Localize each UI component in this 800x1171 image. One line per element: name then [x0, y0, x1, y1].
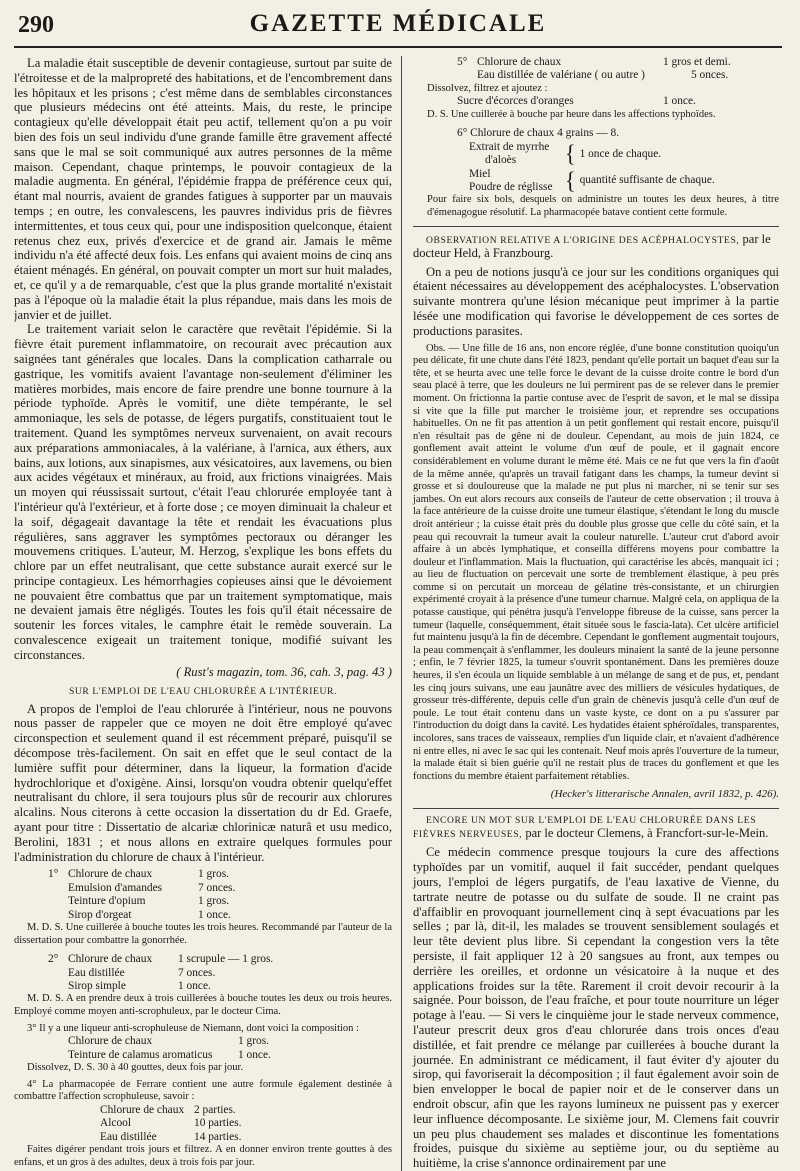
columns — [14, 56, 782, 1171]
formula-note: M. D. S. A en prendre deux à trois cuillerées à bouche toutes les deux ou trois heures. Employé comme moyen anti-scrophuleux, par le docteur Cima. — [14, 993, 392, 1018]
divider — [413, 808, 779, 809]
formula-5b — [413, 95, 779, 108]
section-heading: SUR L'EMPLOI DE L'EAU CHLORURÉE A L'INTÉRIEUR. — [68, 685, 338, 697]
formula-line: Sucre d'écorces d'oranges 1 once. — [457, 95, 696, 108]
page-header — [14, 10, 782, 48]
formula-line: Eau distillée 7 onces. — [68, 966, 216, 979]
section-heading: OBSERVATION RELATIVE A L'ORIGINE DES ACÉPHALOCYSTES, par le docteur Held, à Franzbourg. — [413, 231, 771, 260]
formula-intro: 4° La pharmacopée de Ferrare contient une autre formule également destinée à combattre l'affection scrophuleuse, savoir : — [14, 1078, 392, 1103]
citation: ( Rust's magazin, tom. 36, cah. 3, pag. 43 ) — [176, 664, 392, 679]
citation: (Hecker's litterarische Annalen, avril 1832, p. 426). — [550, 788, 779, 801]
formula-note: Pour faire six bols, desquels on administre un toutes les deux heures, à titre d'émenagogue résolutif. La pharmacopée batave contient cette formule. — [427, 194, 779, 219]
section-heading: ENCORE UN MOT SUR L'EMPLOI DE L'EAU CHLORURÉE DANS LES FIÈVRES NERVEUSES, par le docteur Clemens, à Francfort-sur-le-Mein. — [413, 815, 769, 841]
formula-line: Chlorure de chaux 2 parties. — [100, 1103, 236, 1116]
formula-1 — [14, 868, 392, 922]
formula-mid: Dissolvez, filtrez et ajoutez : — [427, 82, 548, 94]
formula-line: Emulsion d'amandes 7 onces. — [68, 881, 236, 894]
formula-line: Eau distillée de valériane ( ou autre ) 5 onces. — [477, 69, 729, 82]
formula-3 — [14, 1035, 392, 1062]
observation-text: Obs. — Une fille de 16 ans, non encore réglée, d'une bonne constitution quoiqu'un peu délicate, fit une chute dans l'été 1823, pendant qu'elle portait un baquet d'eau sur la tête, et se heurta avec une telle force le devant de la cuisse droite contre le bord d'un seau placé à terre, que les douleurs ne lui permirent pas de se relever dans le premier moment. On frictionna la partie contuse avec de l'esprit de savon, et le mal se dissipa si vite que la fille put marcher le troisième jour, et reprendre ses occupations habituelles. On ne fit pas attention à un petit gonflement qui restait encore, puisqu'il n'en résultait pas de gêne ni de douleur. Cependant, au mois de juin 1824, ce gonflement avait atteint le volume d'un œuf de poule, et il gagnait encore considérablement en volume durant le même été. Mais ce ne fut que vers la fin d'août de la même année, qu'après un travail fatigant dans les champs, la tumeur devint si grosse et si douloureuse que la malade ne put plus ni marcher, ni se tenir sur ses jambes. On eut alors recours aux conseils de l'auteur de cette observation ; il trouva à la face antérieure de la cuisse droite une tumeur élastique, s'étendant le long du muscle droit antérieur ; la cuisse était près du double plus grosse que celle du côté sain, et la peau qui recouvrait la tumeur avait la couleur naturelle. L'auteur crut d'abord avoir affaire à un abcès lymphatique, et conseilla différens moyens pour combattre la douleur et l'inflammation. Mais la fluctuation, qui caractérise les abcès, manquait ici ; au lieu de fluctuation on percevait une sorte de tremblement élastique, à peu près comme si on percutait un morceau de gélatine très-consistante, et un chirurgien expérimenté croyait à la présence d'une tumeur charnue. Malgré cela, on appliqua de la potasse caustique, qui pénétra jusqu'à l'enveloppe fibreuse de la cuisse, sans percer la tumeur (laquelle, conséquemment, était située sous le fascia-lata). Cet ulcère artificiel fut maintenu jusqu'à la fin de décembre. Cependant le gonflement augmentait toujours, la peau commençait à s'enflammer, les douleurs minaient la santé de la jeune personne ; enfin, le 7 février 1825, la tumeur s'ouvrit spontanément. Dans les premières douze heures, il s'en écoula un liquide semblable à un mélange de sang et de pus, et, pendant les cinq jours suivans, une eau jaunâtre avec des milliers de vésicules hydatiques, de grosseur très-différente, depuis celle d'un grain de chènevis jusqu'à celle d'un œuf de poule. Le tout était contenu dans un vaste kyste, ce dont on a pu s'assurer par l'introduction du doigt dans la cavité. Les hydatides étaient sphéroïdales, transparentes, incolores, sans traces de vaisseaux, remplies d'un liquide clair, et n'avaient d'adhérence ni entre elles, ni avec le sac qui les contenait. Neuf mois après l'ouverture de la tumeur, la malade était si bien guérie qu'il ne restait plus de traces du gonflement et que les fonctions du membre étaient parfaitement rétablies. — [413, 342, 779, 782]
formula-5 — [413, 56, 779, 83]
page-number: 290 — [18, 12, 54, 38]
paragraph: Ce médecin commence presque toujours la cure des affections typhoïdes par un vomitif, auquel il fait succéder, pendant quelques jours, l'emploi de légers purgatifs, de l'eau laxative de Vienne, du tartrate neutre de potasse ou du sulfate de soude. Il ne craint pas d'affaiblir en provoquant journellement cinq à sept évacuations par les selles ; par là, dit-il, les malades se trouvent sensiblement soulagés et leur tête devient plus libre. Si cependant la congestion vers la tête persiste, il fait appliquer 12 à 20 sangsues au front, aux tempes ou derrière les oreilles, et ordonne un vésicatoire à la nuque et des applications froides sur la tête. Rarement il croit devoir recourir à la saignée. Pour boisson, de l'eau fraîche, et pour toute nourriture un léger potage à l'eau. — Si vers le cinquième jour le stade nerveux commence, l'auteur prescrit deux gros d'eau chlorurée dans trois onces d'eau distillée, et fait prendre ce mélange par cuillerées à bouche durant la journée. En administrant ce médicament, il faut éviter d'y ajouter du sirop, qui favoriserait la décomposition ; il faut également avoir soin de bien envelopper le bocal de papier noir et de le conserver dans un endroit obscur, afin que les rayons lumineux ne puissent pas y exercer leur influence décomposante. Le sixième jour, M. Clemens fait couvrir un peu plus chaudement ses malades et discontinue les fomentations froides, puisque du sixième au septième jour, ou du septième au huitième, la crise s'annonce ordinairement par une — [413, 845, 779, 1171]
formula-line: 5° Chlorure de chaux 1 gros et demi. — [457, 56, 731, 68]
formula-6 — [413, 127, 779, 194]
formula-ingredient: Miel — [469, 167, 491, 180]
formula-ingredient: Extrait de myrrhe — [469, 140, 550, 153]
formula-note: D. S. Une cuillerée à bouche par heure dans les affections typhoïdes. — [427, 108, 716, 120]
left-column — [14, 56, 401, 1171]
formula-line: Chlorure de chaux 1 gros. — [68, 1035, 270, 1048]
formula-4 — [14, 1104, 392, 1144]
brace-glyph: { — [565, 166, 576, 195]
divider — [413, 226, 779, 227]
formula-line: Teinture d'opium 1 gros. — [68, 895, 230, 908]
formula-line: Teinture de calamus aromaticus 1 once. — [68, 1048, 271, 1061]
formula-ingredient: d'aloès — [485, 154, 517, 167]
formula-line: 1° Chlorure de chaux 1 gros. — [48, 868, 230, 881]
paragraph: A propos de l'emploi de l'eau chlorurée à l'intérieur, nous ne pouvons nous passer de rappeler que ce moyen ne doit être employé qu'avec circonspection et seulement quand il est récemment préparé, puisqu'il se décompose très-facilement. On sait en effet que le seul contact de la lumière suffit pour déterminer, dans la liqueur, la formation d'acide hydrochlorique et d'oxigène. Ainsi, lorsqu'on voudra obtenir quelqu'effet neutralisant du chlore, il sera toujours plus sûr de recourir aux chlorures alcalins. Nous citerons à cette occasion la dissertation du dr Ed. Graefe, ayant pour titre : Dissertatio de alcariæ chlorinicæ naturâ et usu medico, Berolini, 1831 ; et nous allons en extraire quelques formules pour l'administration du chlorure de chaux à l'intérieur. — [14, 701, 392, 864]
right-column — [401, 56, 779, 1171]
journal-title: GAZETTE MÉDICALE — [249, 10, 547, 37]
formula-note: Faites digérer pendant trois jours et filtrez. A en donner environ trente gouttes à des enfans, et un gros à des adultes, deux à trois fois par jour. — [14, 1144, 392, 1168]
formula-line: Sirop d'orgeat 1 once. — [68, 908, 231, 921]
formula-line: Alcool 10 parties. — [100, 1117, 242, 1130]
paragraph: La maladie était susceptible de devenir contagieuse, surtout par suite de l'étroitesse et de la malpropreté des habitations, et de l'encombrement dans les hôpitaux et les prisons ; c'est même dans de semblables circonstances que plusieurs médecins ont été atteints. Mais, du reste, le principe contagieux qu'elle développait était peu actif, tellement qu'on a pu voir bien des fois un seul individu d'une grande famille être gravement affecté sans que le mal se soit communiqué aux autres personnes de la même maison. Cependant, chaque printemps, le pouvoir contagieux de la maladie augmenta. En général, l'épidémie frappa de préférence ceux qui, étant mal nourris, avaient de grandes fatigues à supporter par un mauvais temps ; en outre, les convalescens, les pauvres individus pris de fièvres intermittentes, et tous ceux qui, pour une indisposition quelconque, étaient retenus chez eux, privés d'exercice et de grand air. Jamais le même individu n'a été affecté deux fois. Les enfans qui avaient moins de cinq ans étaient ménagés. En général, on pouvait compter un mort sur huit malades, et, ce qu'il y a de remarquable, c'est que la plus grande mortalité n'existait pas à l'époque où la maladie était la plus répandue, mais dans les mois de janvier et de juillet. — [14, 56, 392, 322]
formula-ingredient: Poudre de réglisse — [469, 181, 553, 194]
formula-note: M. D. S. Une cuillerée à bouche toutes les trois heures. Recommandé par l'auteur de la dissertation pour combattre la gonorrhée. — [14, 922, 392, 946]
formula-note: Dissolvez, D. S. 30 à 40 gouttes, deux fois par jour. — [27, 1062, 244, 1074]
formula-group — [457, 168, 779, 195]
formula-intro: 3° Il y a une liqueur anti-scrophuleuse de Niemann, dont voici la composition : — [27, 1022, 359, 1034]
brace-glyph: { — [565, 139, 576, 168]
formula-line: 6° Chlorure de chaux 4 grains — 8. — [457, 127, 620, 140]
formula-2 — [14, 953, 392, 993]
paragraph: On a peu de notions jusqu'à ce jour sur les conditions organiques qui étaient nécessaires au développement des acéphalocystes. L'observation suivante montrera qu'une lésion mécanique peut imprimer à la partie lésée une modification qui favorise le développement de ces sortes de productions parasites. — [413, 264, 779, 338]
formula-line: Sirop simple 1 once. — [68, 980, 211, 993]
formula-group — [457, 141, 779, 168]
formula-qty: quantité suffisante de chaque. — [579, 174, 715, 187]
formula-line: Eau distillée 14 parties. — [100, 1130, 242, 1143]
formula-qty: 1 once de chaque. — [579, 147, 662, 160]
formula-line: 2° Chlorure de chaux 1 scrupule — 1 gros. — [48, 953, 274, 966]
paragraph: Le traitement variait selon le caractère que revêtait l'épidémie. Si la fièvre était purement inflammatoire, on recourait avec précaution aux saignées tant générales que locales. Dans la complication catharrale ou gastrique, les vomitifs avaient l'avantage non-seulement d'éliminer les matières morbides, mais encore de faire prendre une bonne tournure à la période typhoïde. Après le vomitif, une diète tempérante, le sel ammoniaque, les sels de potasse, de légers purgatifs, constituaient tout le traitement. Quand les symptômes nerveux survenaient, on avait recours aux préparations ammoniacales, à la valériane, à l'arnica, aux éthers, aux bains, aux lotions, aux sinapismes, aux vésicatoires, aux lavemens, ou bien aux acides végétaux et minéraux, au froid, aux frictions vinaigrées. Mais un moyen qui réussissait surtout, c'était l'eau chlorurée employée tant à l'intérieur qu'à l'extérieur, et à forte dose ; ce moyen diminuait la chaleur et la soif, dégageait davantage la tête et rendait les évacuations plus régulières, sans aggraver les symptômes pectoraux ou déranger les mouvemens critiques. L'auteur, M. Herzog, s'explique les bons effets du chlore par un effet neutralisant, que cette substance aurait exercé sur le principe contagieux. Les hémorrhagies copieuses ainsi que le dévoiement ne pouvaient être combattus que par un traitement symptomatique, mais ne devaient jamais être négligés. Toutes les fois qu'il était nécessaire de soutenir les forces vitales, le camphre était le remède souverain. La convalescence exigeait un traitement tonique, modifié suivant les circonstances. — [14, 322, 392, 662]
